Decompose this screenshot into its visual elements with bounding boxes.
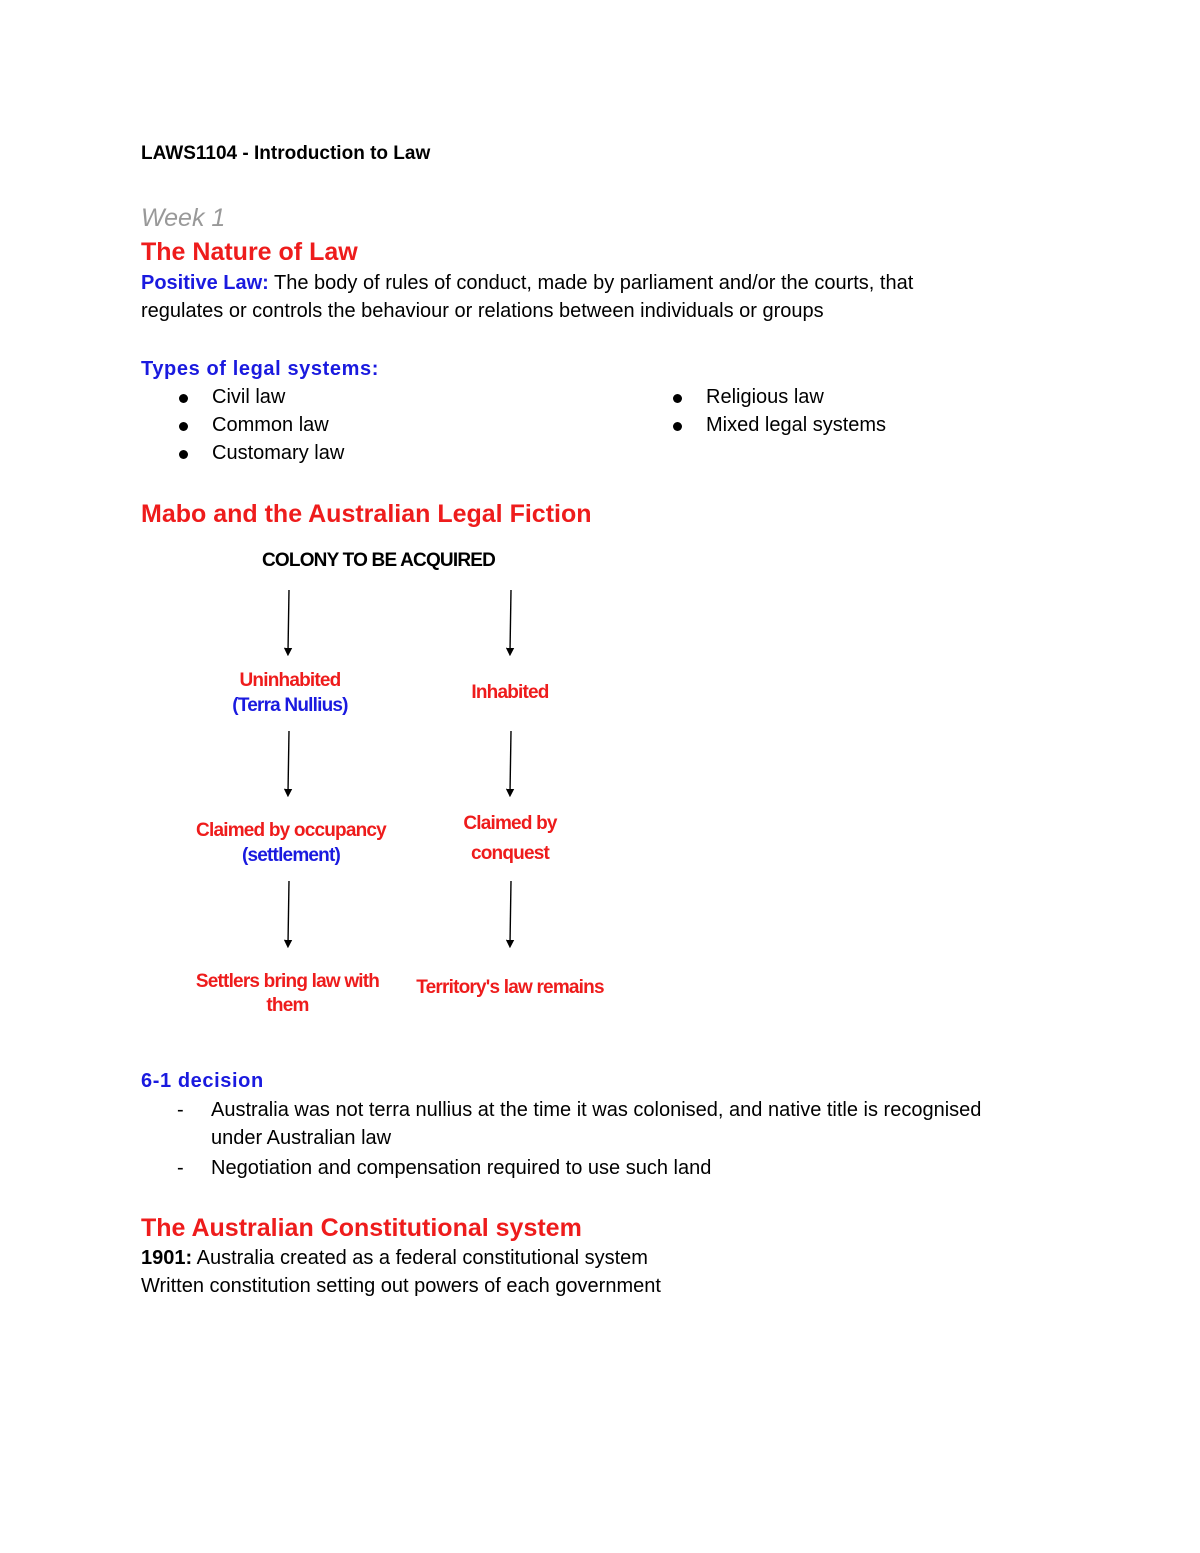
constitutional-line-1: 1901: Australia created as a federal constitutional system <box>141 1247 648 1269</box>
arrow-left-2 <box>288 731 289 793</box>
arrow-left-1 <box>288 590 289 652</box>
decision-heading: 6-1 decision <box>141 1070 264 1092</box>
positive-law-term: Positive Law: <box>141 272 269 294</box>
arrow-right-2 <box>510 731 511 793</box>
week-label: Week 1 <box>141 204 226 232</box>
list-item: Common law <box>212 414 329 437</box>
year-label: 1901: <box>141 1247 193 1269</box>
list-item: - Australia was not terra nullius at the time it was colonised, and native title is recognised <box>177 1099 982 1121</box>
flowchart-title: COLONY TO BE ACQUIRED <box>262 550 496 571</box>
list-item: Mixed legal systems <box>706 414 886 437</box>
arrow-left-3 <box>288 881 289 944</box>
types-heading: Types of legal systems: <box>141 358 379 380</box>
arrow-right-3 <box>510 881 511 944</box>
constitutional-line-2: Written constitution setting out powers of each government <box>141 1275 661 1297</box>
mabo-heading: Mabo and the Australian Legal Fiction <box>141 500 592 528</box>
list-item: Customary law <box>212 442 344 465</box>
nature-of-law-heading: The Nature of Law <box>141 238 358 266</box>
node-territory-law-remains: Territory's law remains <box>416 977 604 998</box>
node-claimed-by-occupancy: Claimed by occupancy (settlement) <box>196 820 386 866</box>
node-claimed-by-conquest: Claimed by conquest <box>463 813 557 864</box>
node-settlers-bring-law: Settlers bring law with them <box>195 971 380 1016</box>
positive-law-line-2: regulates or controls the behaviour or relations between individuals or groups <box>141 300 824 322</box>
positive-law-text-1: The body of rules of conduct, made by parliament and/or the courts, that <box>268 272 914 294</box>
constitutional-heading: The Australian Constitutional system <box>141 1214 582 1242</box>
node-uninhabited: Uninhabited (Terra Nullius) <box>232 670 348 716</box>
dash-icon: - <box>177 1157 184 1179</box>
list-item: Civil law <box>212 386 285 409</box>
arrow-right-1 <box>510 590 511 652</box>
node-inhabited: Inhabited <box>471 682 549 703</box>
list-item: - Negotiation and compensation required to use such land <box>177 1157 712 1179</box>
list-item-continuation: under Australian law <box>211 1127 392 1149</box>
course-title: LAWS1104 - Introduction to Law <box>141 143 431 164</box>
list-item: Religious law <box>706 386 824 409</box>
dash-icon: - <box>177 1099 184 1121</box>
